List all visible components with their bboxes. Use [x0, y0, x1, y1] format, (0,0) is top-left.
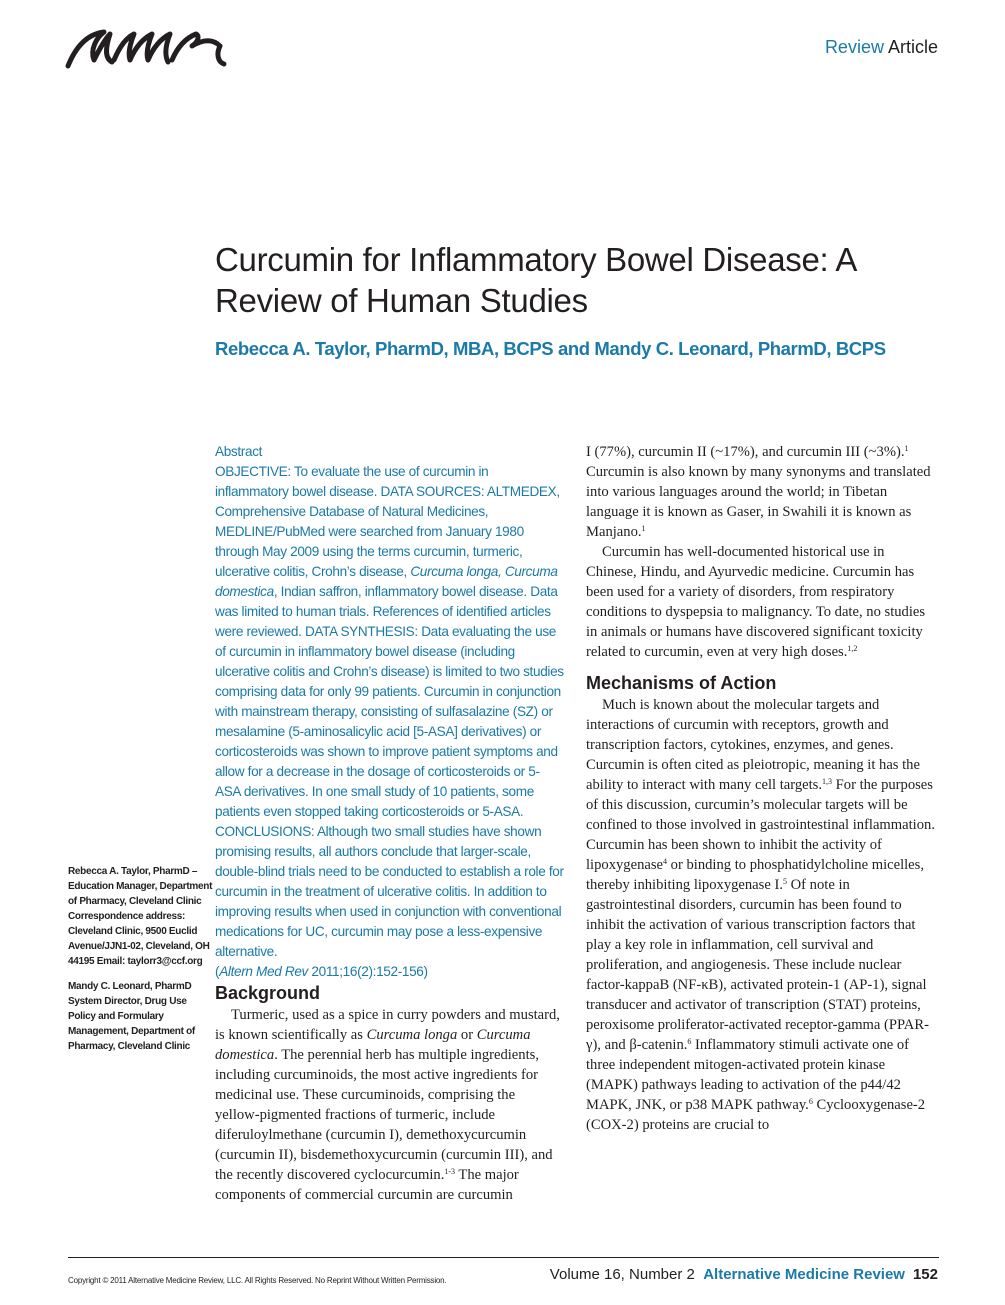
background-section: [215, 982, 560, 1205]
article-title: Curcumin for Inflammatory Bowel Disease: A Review of Human Studies: [215, 241, 856, 319]
footer-info: [550, 1266, 938, 1283]
footer-volume: Volume 16, Number 2: [549, 1266, 695, 1283]
copyright-notice: Copyright © 2011 Alternative Medicine Review, LLC. All Rights Reserved. No Reprint Without Written Permission.: [68, 1276, 447, 1285]
background-paragraph-1: Turmeric, used as a spice in curry powders and mustard, is known scientifically as Curcuma longa or Curcuma domestica. The perennial herb has multiple ingredients, including curcuminoids, the most active ingredients for medicinal use. These curcuminoids, comprising the yellow-pigmented fractions of turmeric, include diferuloylmethane (curcumin I), demethoxycurcumin (curcumin II), bisdemethoxycurcumin (curcumin III), and the recently discovered cyclocurcumin.$^{1-3}$ The major components of commercial curcumin are curcumin: [215, 1007, 560, 1203]
article-authors: Rebecca A. Taylor, PharmD, MBA, BCPS and Mandy C. Leonard, PharmD, BCPS: [215, 338, 886, 359]
author1-affiliation: Rebecca A. Taylor, PharmD – Education Manager, Department of Pharmacy, Cleveland Clinic Correspondence address: Cleveland Clinic, 9500 Euclid Avenue/JJN1-02, Cleveland, OH 44195 Email: taylorr3@ccf.org: [68, 866, 213, 967]
footer-journal-name: Alternative Medicine Review: [703, 1266, 905, 1283]
abstract-label: Abstract: [215, 444, 263, 459]
author2-affiliation: Mandy C. Leonard, PharmD System Director, Drug Use Policy and Formulary Management, Department of Pharmacy, Cleveland Clinic: [68, 981, 195, 1052]
abstract-search-terms-italic: Curcuma longa, Curcuma domestica: [215, 564, 558, 599]
abstract-citation-journal: Altern Med Rev: [219, 964, 308, 979]
mechanisms-heading: Mechanisms of Action: [586, 673, 777, 693]
abstract-text-1: OBJECTIVE: To evaluate the use of curcumin in inflammatory bowel disease. DATA SOURCES: ALTMEDEX, Comprehensive Database of Natural Medicines, MEDLINE/PubMed were searched from January 1980 through May 2009 using the terms curcumin, turmeric, ulcerative colitis, Crohn’s disease,: [215, 464, 560, 579]
article-type-review: Review: [824, 37, 884, 57]
abstract-text-2: , Indian saffron, inflammatory bowel disease. Data was limited to human trials. References of identified articles were reviewed. DATA SYNTHESIS: Data evaluating the use of curcumin in inflammatory bowel disease (including ulcerative colitis and Crohn’s disease) is limited to two studies comprising data for only 99 patients. Curcumin in conjunction with mainstream therapy, consisting of sulfasalazine (SZ) or mesalamine (5-aminosalicylic acid [5-ASA] derivatives) or corticosteroids was shown to improve patient symptoms and allow for a decrease in the dosage of corticosteroids or 5-ASA derivatives. In one small study of 10 patients, some patients even stopped taking corticosteroids or 5-ASA. CONCLUSIONS: Although two small studies have shown promising results, all authors conclude that larger-scale, double-blind trials need to be conducted to establish a role for curcumin in the treatment of ulcerative colitis. In addition to improving results when used in conjunction with conventional medications for UC, curcumin may pose a less-expensive alternative.: [215, 584, 564, 959]
mechanisms-paragraph: Much is known about the molecular targets and interactions of curcumin with receptors, growth and transcription factors, cytokines, enzymes, and genes. Curcumin is often cited as pleiotropic, meaning it has the ability to interact with many cell targets.$^{1,3}$ For the purposes of this discussion, curcumin’s molecular targets will be confined to those involved in gastrointestinal inflammation. Curcumin has been shown to inhibit the activity of lipoxygenase$^4$ or binding to phosphatidylcholine micelles, thereby inhibiting lipoxygenase I.$^5$ Of note in gastrointestinal disorders, curcumin has been found to inhibit the activation of various transcription factors that play a key role in inflammation, cell survival and proliferation, and angiogenesis. These include nuclear factor-kappaB (NF-κB), activated protein-1 (AP-1), signal transducer and activator of transcription (STAT) proteins, peroxisome proliferator-activated receptor-gamma (PPAR-γ), and β-catenin.$^6$ Inflammatory stimuli activate one of three independent mitogen-activated protein kinase (MAPK) pathways leading to activation of the p44/42 MAPK, JNK, or p38 MAPK pathway.$^6$ Cyclooxygenase-2 (COX-2) proteins are crucial to: [586, 697, 935, 1133]
background-paragraph-2: Curcumin has well-documented historical use in Chinese, Hindu, and Ayurvedic medicine. Curcumin has been used for a variety of disorders, from respiratory conditions to dyspepsia to malignancy. To date, no studies in animals or humans have discovered significant toxicity related to curcumin, even at very high doses.$^{1,2}$: [586, 544, 926, 660]
abstract: [215, 442, 565, 982]
abstract-citation-rest: 2011;16(2):152-156): [307, 964, 428, 979]
footer-rule: [68, 1257, 939, 1258]
right-column: [586, 442, 936, 1135]
page-number: 152: [912, 1266, 938, 1283]
author-affiliations: [68, 864, 213, 1064]
abstract-citation-open: (: [215, 964, 220, 979]
journal-logo: [64, 16, 229, 76]
article-type-article: Article: [887, 37, 938, 57]
background-paragraph-1-continued: I (77%), curcumin II (~17%), and curcumin III (~3%).$^1$ Curcumin is also known by many synonyms and translated into various languages around the world; in Tibetan language it is known as Gaser, in Swahili it is known as Manjano.$^1$: [586, 444, 931, 540]
background-heading: Background: [215, 983, 321, 1003]
article-type-label: [825, 37, 938, 58]
